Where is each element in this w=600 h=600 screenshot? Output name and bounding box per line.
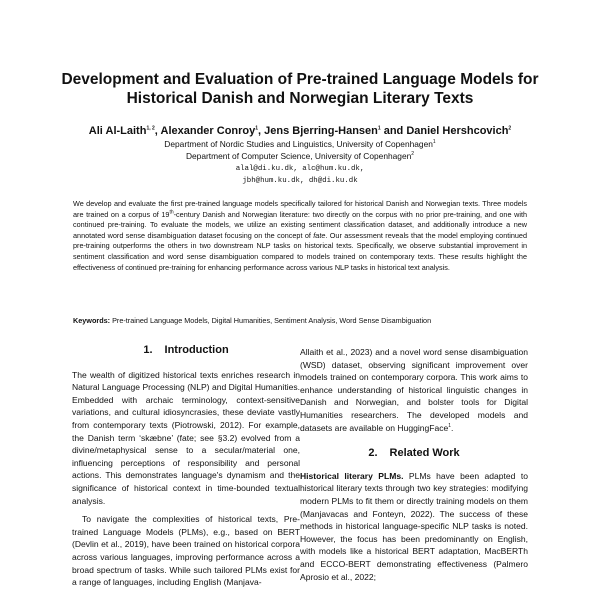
right-paragraph-1: Allaith et al., 2023) and a novel word sense disambiguation (WSD) dataset, observing significant improvement over models trained on contemporary corpora. This work aims to enhance understanding of historical linguistic changes in Danish and Norwegian, and bolster tools for Digital Humanities researchers. The developed models and datasets are available on HuggingFace$^1$. (300, 347, 528, 433)
author-3: Jens Bjerring-Hansen$^1$ and (264, 125, 407, 137)
right-column (300, 346, 528, 583)
keywords (73, 316, 527, 327)
emails-line-1: alal@di.ku.dk, alc@hum.ku.dk, (235, 165, 365, 173)
emails-line-2: jbh@hum.ku.dk, dh@di.ku.dk (242, 177, 358, 185)
affiliation-1: Department of Nordic Studies and Linguistics, University of Copenhagen$^1$ (164, 139, 436, 149)
affiliation-2: Department of Computer Science, University of Copenhagen$^2$ (185, 151, 415, 161)
author-4: Daniel Hershcovich$^2$ (406, 125, 512, 137)
section-heading-related-work: 2. Related Work (368, 447, 460, 460)
left-column (72, 344, 300, 589)
keywords-label: Keywords: (73, 316, 111, 325)
keywords-text: Pre-trained Language Models, Digital Humanities, Sentiment Analysis, Word Sense Disambiguation (112, 316, 432, 325)
author-list (40, 124, 560, 138)
author-1: Ali Al-Laith$^{1, 2}$, (88, 125, 161, 137)
intro-paragraph-2: To navigate the complexities of historical texts, Pre-trained Language Models (PLMs), e.g., based on BERT (Devlin et al., 2019), have been trained on historical corpora across various languages, improving performance across a broad spectrum of tasks. While such tailored PLMs exist for a range of languages, including English (Manjava- (72, 514, 300, 588)
paper-title (40, 70, 560, 108)
abstract: We develop and evaluate the first pre-trained language models specifically tailored for historical Danish and Norwegian texts. Three models are trained on a corpus of 19th-century Danish and Norwegian literature: two directly on the corpus with no prior pre-training, and one with continued pre-training. To evaluate the models, we utilize an existing sentiment classification dataset, and additionally introduce a new annotated word sense disambiguation dataset focusing on the concept of fate. Our assessment reveals that the model employing continued pre-training outperforms the others in two downstream NLP tasks on historical texts. Specifically, we observe substantial improvement in sentiment classification and word sense disambiguation compared to models trained on contemporary texts. These results highlight the effectiveness of continued pre-training for enhancing performance across various NLP tasks in historical text analysis. (73, 199, 528, 272)
title-line-1: Development and Evaluation of Pre-trained Language Models for (61, 71, 539, 88)
intro-paragraph-1: The wealth of digitized historical texts enriches research in Natural Language Processing (NLP) and Digital Humanities. Embedded with archaic terminology, context-sensitive variations, and cultural idiosyncrasies, these deviate vastly from contemporary texts (Piotrowski, 2012). For example, the Danish term ‘skæbne’ (fate; see §3.2) evolved from a divine/metaphysical sense to a secular/material one, influencing perceptions of responsibility and personal actions. This demonstrates language's dynamism and the significance of historical context in time-bounded textual analysis. (72, 369, 300, 506)
section-heading-introduction: 1. Introduction (143, 344, 229, 356)
author-2: Alexander Conroy$^1$, (160, 125, 265, 137)
related-paragraph-1: Historical literary PLMs. PLMs have been adapted to historical literary texts through two key strategies: modifying modern PLMs to fit them or directly training models on them (Manjavacas and Fonteyn, 2022). The success of these methods in historical language-specific NLP tasks is noted. However, the focus has been predominantly on English, with models like a historical BERT adaptation, MacBERTh and ECCO-BERT demonstrating effectiveness (Palmero Aprosio et al., 2022; (300, 470, 528, 582)
title-line-2: Historical Danish and Norwegian Literary Texts (126, 90, 474, 107)
